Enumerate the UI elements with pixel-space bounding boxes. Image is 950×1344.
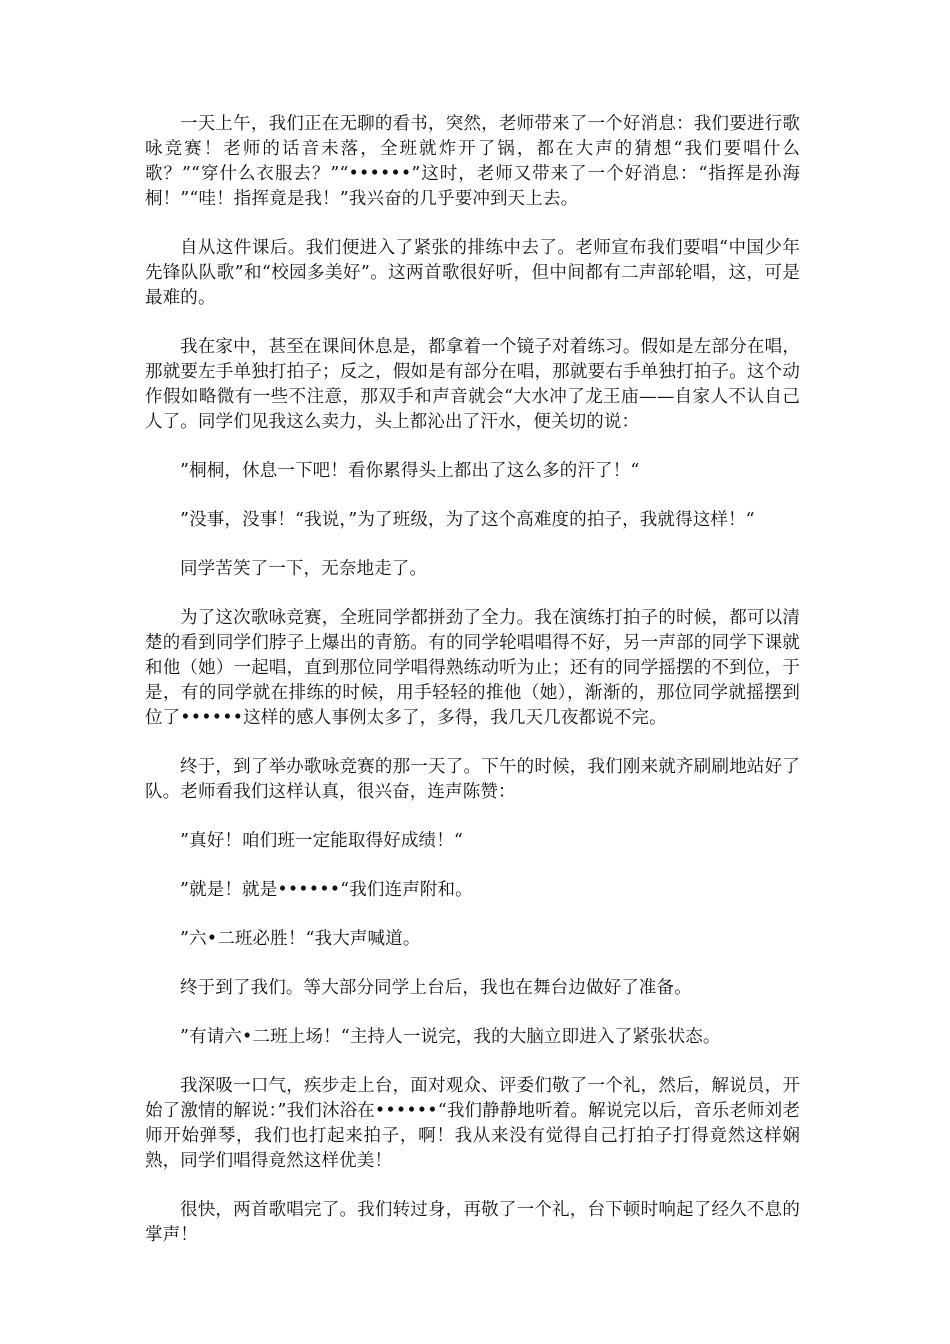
paragraph-9: ”真好！咱们班一定能取得好成绩！“ — [180, 831, 463, 851]
paragraph-3: 我在家中，甚至在课间休息是，都拿着一个镜子对着练习。假如是左部分在唱，那就要左手单独打拍子；反之，假如是有部分在唱，那就要右手单独打拍子。这个动作假如略微有一些不注意，那双手和声音就会“大水冲了龙王庙——自家人不认自己人了。同学们见我这么卖力，头上都沁出了汗水，便关切的说： — [145, 337, 800, 432]
paragraph-7: 为了这次歌咏竞赛，全班同学都拼劲了全力。我在演练打拍子的时候，都可以清楚的看到同学们脖子上爆出的青筋。有的同学轮唱唱得不好，另一声部的同学下课就和他（她）一起唱，直到那位同学唱得熟练动听为止；还有的同学摇摆的不到位，于是，有的同学就在排练的时候，用手轻轻的推他（她），渐渐的，那位同学就摇摆到位了••••••这样的感人事例太多了，多得，我几天几夜都说不完。 — [145, 608, 800, 728]
document-page — [145, 112, 800, 1272]
paragraph-6: 同学苦笑了一下，无奈地走了。 — [180, 559, 428, 579]
paragraph-15: 很快，两首歌唱完了。我们转过身，再敬了一个礼，台下顿时响起了经久不息的掌声！ — [145, 1200, 800, 1245]
paragraph-8: 终于，到了举办歌咏竞赛的那一天了。下午的时候，我们刚来就齐刷刷地站好了队。老师看我们这样认真，很兴奋，连声陈赞： — [145, 757, 800, 802]
paragraph-5: ”没事，没事！“我说，”为了班级，为了这个高难度的拍子，我就得这样！“ — [180, 510, 755, 530]
paragraph-10: ”就是！就是••••••“我们连声附和。 — [180, 880, 473, 900]
paragraph-14: 我深吸一口气，疾步走上台，面对观众、评委们敬了一个礼，然后，解说员，开始了激情的解说：”我们沐浴在••••••“我们静静地听着。解说完以后，音乐老师刘老师开始弹琴，我们也打起来拍子，啊！我从来没有觉得自己打拍子打得竟然这样娴熟，同学们唱得竟然这样优美！ — [145, 1076, 800, 1171]
paragraph-11: ”六•二班必胜！“我大声喊道。 — [180, 929, 421, 949]
paragraph-12: 终于到了我们。等大部分同学上台后，我也在舞台边做好了准备。 — [180, 978, 692, 998]
paragraph-2: 自从这件课后。我们便进入了紧张的排练中去了。老师宣布我们要唱“中国少年先锋队队歌”和“校园多美好”。这两首歌很好听，但中间都有二声部轮唱，这，可是最难的。 — [145, 238, 800, 308]
paragraph-13: ”有请六•二班上场！“主持人一说完，我的大脑立即进入了紧张状态。 — [180, 1027, 721, 1047]
paragraph-1: 一天上午，我们正在无聊的看书，突然，老师带来了一个好消息：我们要进行歌咏竞赛！老师的话音未落，全班就炸开了锅，都在大声的猜想“我们要唱什么歌？”“穿什么衣服去？”“••••••”这时，老师又带来了一个好消息：“指挥是孙海桐！”“哇！指挥竟是我！”我兴奋的几乎要冲到天上去。 — [145, 114, 800, 209]
paragraph-4: ”桐桐，休息一下吧！看你累得头上都出了这么多的汗了！“ — [180, 461, 640, 481]
